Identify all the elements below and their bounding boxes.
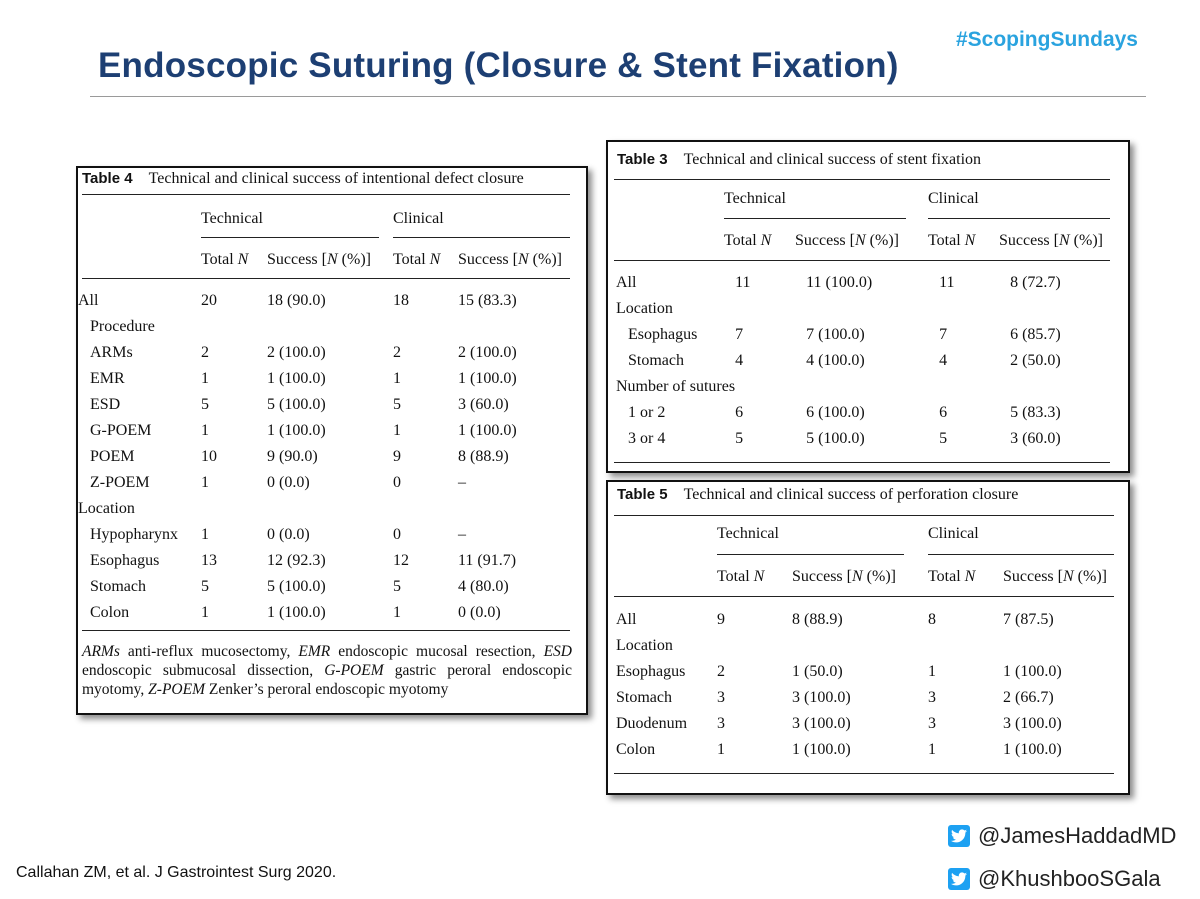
clinical-success: 2 (100.0) [458,344,517,361]
table-row [78,470,578,496]
clinical-success: – [458,526,466,543]
clinical-total-n: 4 [939,352,948,369]
row-label: Location [616,637,673,654]
table-4-technical-header: Technical [201,210,263,227]
table-4-technical-rule [201,237,379,238]
clinical-success: 3 (60.0) [458,396,509,413]
technical-success: 3 (100.0) [792,689,851,706]
row-label: Colon [616,741,656,758]
clinical-total-n [393,496,458,522]
row-label: All [616,611,637,628]
row-label: Stomach [90,578,146,595]
table-3-caption-text: Technical and clinical success of stent fixation [683,151,982,168]
table-4-total-n-header: Total N [201,251,249,268]
clinical-total-n: 18 [393,292,409,309]
technical-total-n: 7 [735,326,744,343]
technical-success [267,314,393,340]
clinical-total-n: 9 [393,448,401,465]
row-label: Hypopharynx [90,526,178,543]
table-5-header-rule [614,596,1114,597]
table-row [78,600,578,626]
table-row [616,633,1123,659]
technical-success: 5 (100.0) [267,578,326,595]
clinical-total-n [928,633,1003,659]
hashtag: #ScopingSundays [955,28,1138,51]
table-5-caption-text: Technical and clinical success of perforation closure [683,486,1019,503]
clinical-success: 11 (91.7) [458,552,517,569]
clinical-success [458,314,578,340]
table-4-body [78,288,578,626]
technical-total-n: 1 [717,741,725,758]
technical-total-n: 13 [201,552,217,569]
row-label: Esophagus [90,552,160,569]
table-5-bottom-rule [614,773,1114,774]
table-4-clinical-rule [393,237,570,238]
table-row [616,659,1123,685]
table-3-success-header: Success [N (%)] [795,232,899,249]
clinical-total-n: 1 [928,741,936,758]
table-4-caption-text: Technical and clinical success of intentional defect closure [148,170,524,187]
table-3-total-n-header-2: Total N [928,232,976,249]
table-row [78,548,578,574]
row-label: Procedure [90,318,155,335]
row-label: POEM [90,448,135,465]
table-row [78,418,578,444]
row-label: Z-POEM [90,474,150,491]
technical-total-n [735,296,806,322]
clinical-total-n: 5 [939,430,948,447]
clinical-total-n: 7 [939,326,948,343]
technical-total-n: 3 [717,689,725,706]
table-3-success-header-2: Success [N (%)] [999,232,1103,249]
table-row [78,522,578,548]
table-row [78,496,578,522]
table-5-total-n-header: Total N [717,568,765,585]
clinical-total-n: 2 [393,344,401,361]
footnote-definition: anti-reflux mucosectomy, [119,643,299,660]
technical-total-n [735,374,806,400]
technical-total-n: 20 [201,292,217,309]
technical-success: 0 (0.0) [267,526,310,543]
footnote-abbreviation: Z-POEM [148,681,205,698]
table-row [616,348,1125,374]
technical-success [267,496,393,522]
row-label: Stomach [628,352,684,369]
table-row [78,288,578,314]
clinical-success: 2 (50.0) [1010,352,1061,369]
clinical-total-n: 6 [939,404,948,421]
table-5-success-header: Success [N (%)] [792,568,896,585]
clinical-total-n: 0 [393,474,401,491]
footnote-definition: endoscopic mucosal resection, [330,643,544,660]
technical-total-n: 4 [735,352,744,369]
clinical-total-n: 3 [928,689,936,706]
technical-success: 7 (100.0) [806,326,865,343]
table-3-technical-rule [724,218,906,219]
footnote-definition: endoscopic submucosal dissection, [82,662,325,679]
footnote-abbreviation: G-POEM [324,662,384,679]
row-label: 1 or 2 [628,404,666,421]
table-row [616,296,1125,322]
clinical-success: 0 (0.0) [458,604,501,621]
technical-total-n: 6 [735,404,744,421]
table-4-footnote [82,642,572,699]
technical-success: 1 (100.0) [267,370,326,387]
technical-total-n [201,314,267,340]
clinical-success [458,496,578,522]
row-label: Colon [90,604,130,621]
table-5-body [616,607,1123,763]
table-4-top-rule [82,194,570,195]
table-3 [606,140,1130,473]
footnote-abbreviation: ARMs [82,643,120,660]
clinical-success: 8 (88.9) [458,448,509,465]
table-row [616,270,1125,296]
title-divider [90,96,1146,97]
technical-total-n: 5 [201,396,209,413]
table-3-label: Table 3 [617,151,668,168]
clinical-success: 1 (100.0) [458,370,517,387]
clinical-total-n: 1 [928,663,936,680]
technical-success: 5 (100.0) [806,430,865,447]
table-3-caption [617,151,981,169]
row-label: Location [616,300,673,317]
footnote-abbreviation: ESD [543,643,573,660]
clinical-success: 3 (60.0) [1010,430,1061,447]
row-label: All [616,274,637,291]
technical-total-n [717,633,792,659]
twitter-icon [948,825,970,847]
clinical-total-n: 11 [939,274,955,291]
technical-success [806,374,939,400]
clinical-total-n: 8 [928,611,936,628]
table-4-total-n-header-2: Total N [393,251,441,268]
technical-total-n: 1 [201,604,209,621]
technical-success: 1 (100.0) [267,422,326,439]
clinical-success: 5 (83.3) [1010,404,1061,421]
technical-total-n: 5 [201,578,209,595]
table-row [78,574,578,600]
table-3-total-n-header: Total N [724,232,772,249]
table-3-header-rule [614,260,1110,261]
clinical-total-n: 5 [393,578,401,595]
footnote-definition: gastric peroral endoscopic myotomy, [82,662,572,698]
table-row [616,400,1125,426]
table-4-success-header: Success [N (%)] [267,251,371,268]
clinical-success: 6 (85.7) [1010,326,1061,343]
row-label: Duodenum [616,715,688,732]
row-label: Esophagus [628,326,698,343]
clinical-total-n: 3 [928,715,936,732]
table-row [78,392,578,418]
technical-total-n: 2 [201,344,209,361]
clinical-total-n: 1 [393,604,401,621]
clinical-success: – [458,474,466,491]
table-5-success-header-2: Success [N (%)] [1003,568,1107,585]
table-row [78,340,578,366]
technical-total-n: 3 [717,715,725,732]
clinical-success: 2 (66.7) [1003,689,1054,706]
table-row [616,322,1125,348]
technical-total-n: 11 [735,274,751,291]
technical-success: 4 (100.0) [806,352,865,369]
technical-total-n: 1 [201,474,209,491]
table-row [616,374,1125,400]
table-5-label: Table 5 [617,486,668,503]
technical-success [806,296,939,322]
technical-success: 9 (90.0) [267,448,318,465]
table-row [616,607,1123,633]
table-row [616,426,1125,452]
table-row [78,444,578,470]
twitter-icon [948,868,970,890]
technical-total-n: 1 [201,422,209,439]
table-4-bottom-rule [82,630,570,631]
clinical-success [1010,296,1125,322]
table-5-clinical-header: Clinical [928,525,979,542]
twitter-handle-text[interactable]: @JamesHaddadMD [978,823,1177,848]
clinical-success [1010,374,1125,400]
table-row [78,314,578,340]
clinical-success: 15 (83.3) [458,292,517,309]
twitter-handle-1[interactable] [948,823,1176,849]
clinical-success: 3 (100.0) [1003,715,1062,732]
clinical-total-n [393,314,458,340]
row-label: 3 or 4 [628,430,666,447]
technical-success: 11 (100.0) [806,274,873,291]
row-label: G-POEM [90,422,152,439]
technical-success: 18 (90.0) [267,292,326,309]
table-5-technical-header: Technical [717,525,779,542]
technical-total-n: 2 [717,663,725,680]
table-row [78,366,578,392]
clinical-success: 7 (87.5) [1003,611,1054,628]
clinical-total-n: 12 [393,552,409,569]
clinical-total-n [939,296,1010,322]
clinical-success: 8 (72.7) [1010,274,1061,291]
table-row [616,737,1123,763]
technical-total-n [201,496,267,522]
clinical-success: 4 (80.0) [458,578,509,595]
technical-success: 2 (100.0) [267,344,326,361]
table-4-header-rule [82,278,570,279]
table-5 [606,480,1130,795]
table-row [616,711,1123,737]
technical-success: 5 (100.0) [267,396,326,413]
technical-success: 8 (88.9) [792,611,843,628]
row-label: Esophagus [616,663,686,680]
table-3-top-rule [614,179,1110,180]
technical-success [792,633,928,659]
technical-success: 0 (0.0) [267,474,310,491]
table-3-technical-header: Technical [724,190,786,207]
clinical-success: 1 (100.0) [1003,741,1062,758]
technical-total-n: 1 [201,370,209,387]
technical-success: 1 (100.0) [792,741,851,758]
table-5-top-rule [614,515,1114,516]
table-4-caption [82,170,524,188]
table-4 [76,166,588,715]
table-4-label: Table 4 [82,170,133,187]
table-row [616,685,1123,711]
row-label: Location [78,500,135,517]
clinical-total-n: 5 [393,396,401,413]
table-4-success-header-2: Success [N (%)] [458,251,562,268]
clinical-total-n: 1 [393,422,401,439]
twitter-handle-text[interactable]: @KhushbooSGala [978,866,1161,891]
technical-success: 1 (50.0) [792,663,843,680]
row-label: Stomach [616,689,672,706]
table-3-body [616,270,1125,452]
clinical-total-n: 1 [393,370,401,387]
clinical-success: 1 (100.0) [458,422,517,439]
table-3-clinical-rule [928,218,1110,219]
clinical-success: 1 (100.0) [1003,663,1062,680]
table-5-technical-rule [717,554,904,555]
table-4-clinical-header: Clinical [393,210,444,227]
clinical-total-n: 0 [393,526,401,543]
technical-total-n: 1 [201,526,209,543]
technical-total-n: 10 [201,448,217,465]
technical-success: 6 (100.0) [806,404,865,421]
citation: Callahan ZM, et al. J Gastrointest Surg 2020. [16,864,337,881]
table-5-clinical-rule [928,554,1114,555]
row-label: EMR [90,370,125,387]
slide-title: Endoscopic Suturing (Closure & Stent Fixation) [98,46,899,85]
twitter-handle-2[interactable] [948,866,1161,892]
technical-success: 12 (92.3) [267,552,326,569]
table-3-clinical-header: Clinical [928,190,979,207]
technical-success: 1 (100.0) [267,604,326,621]
table-3-bottom-rule [614,462,1110,463]
technical-total-n: 9 [717,611,725,628]
clinical-success [1003,633,1123,659]
technical-success: 3 (100.0) [792,715,851,732]
clinical-total-n [939,374,1010,400]
footnote-abbreviation: EMR [298,643,331,660]
row-label: ESD [90,396,121,413]
technical-total-n: 5 [735,430,744,447]
footnote-definition: Zenker’s peroral endoscopic myotomy [205,681,449,698]
table-5-total-n-header-2: Total N [928,568,976,585]
row-label: All [78,292,99,309]
row-label: ARMs [90,344,133,361]
row-label: Number of sutures [616,378,736,395]
table-5-caption [617,486,1018,504]
